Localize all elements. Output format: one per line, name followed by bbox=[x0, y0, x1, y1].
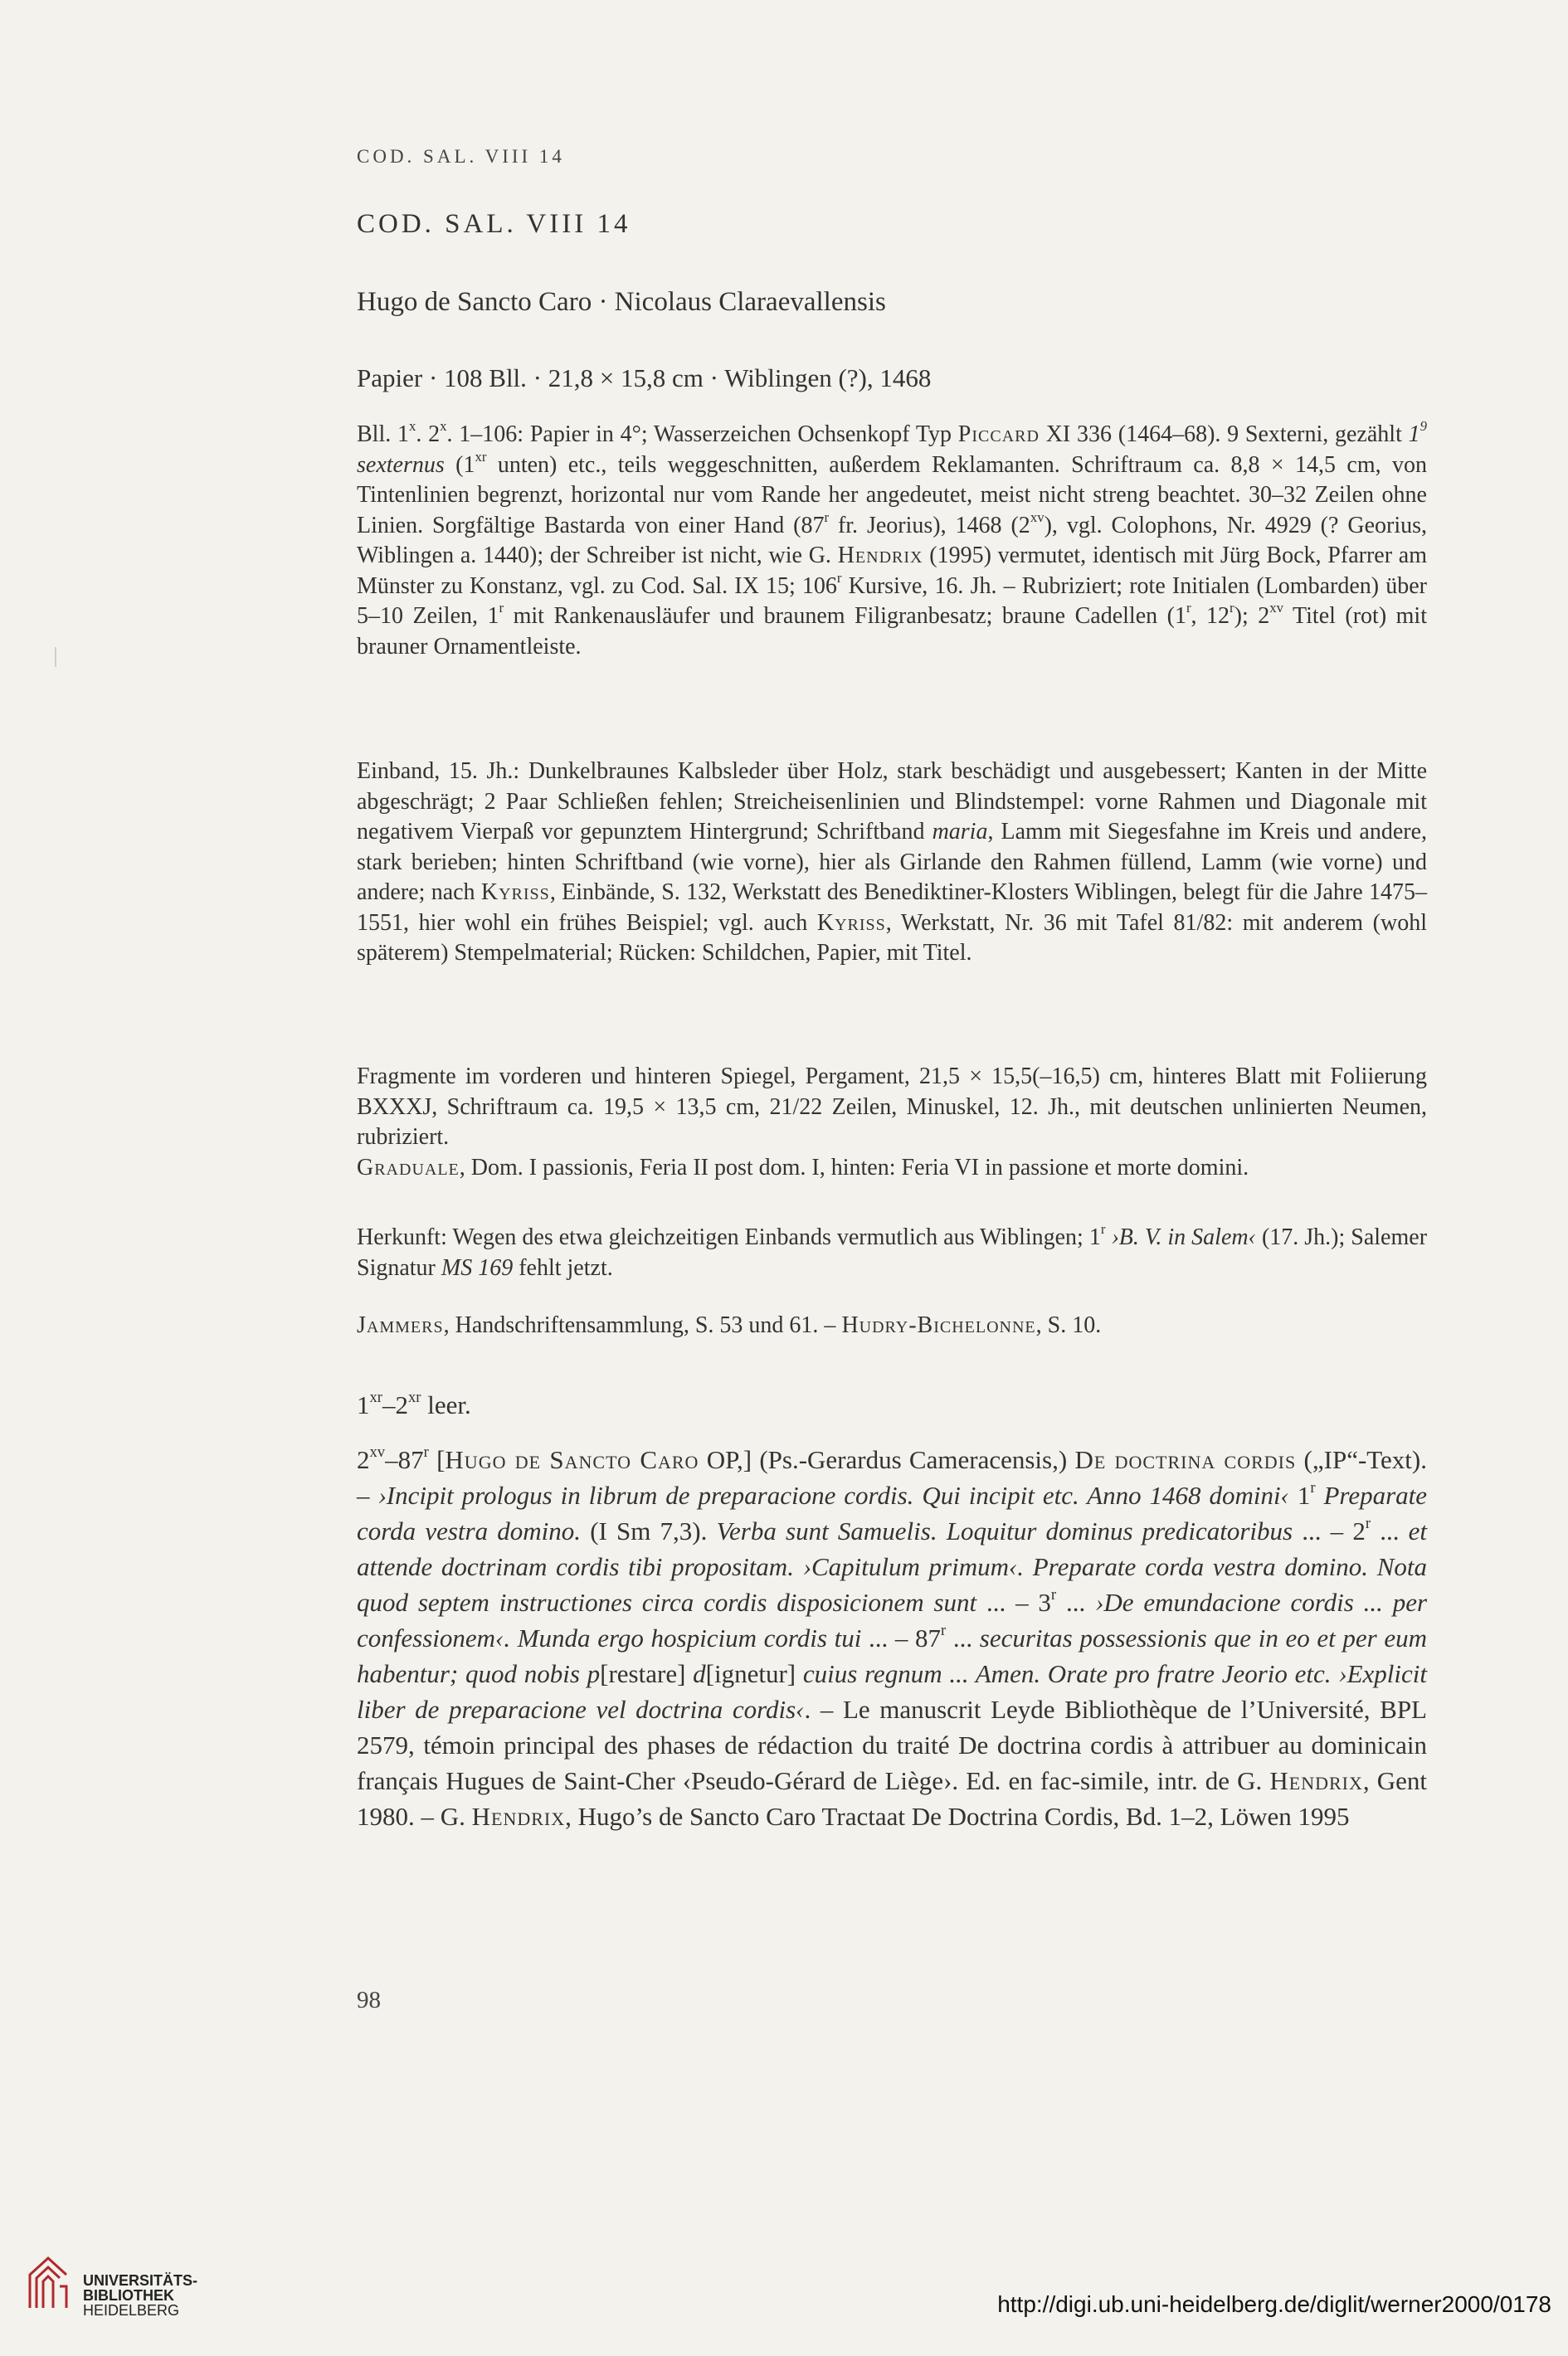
fragments-description: Fragmente im vorderen und hinteren Spiegel, Pergament, 21,5 × 15,5(–16,5) cm, hinteres Blatt mit Foliierung BXXXJ, Schriftraum ca. 19,5 × 13,5 cm, 21/22 Zeilen, Minuskel, 12. Jh., mit deutschen unlinierten Neumen, rubriziert. bbox=[357, 1064, 1427, 1150]
margin-mark bbox=[55, 647, 56, 667]
page-number: 98 bbox=[357, 1987, 381, 2013]
author-line: Hugo de Sancto Caro · Nicolaus Claraevallensis bbox=[357, 287, 886, 317]
contents-entry: 2$^{xv}$–87$^r$ [Hugo de Sancto Caro OP,] (Ps.-Gerardus Cameracensis,) De doctrina cordis („IP“-Text). – ›Incipit prologus in librum de preparacione cordis. Qui incipit etc. Anno 1468 domini‹ 1$^r$ Preparate corda vestra domino. (I Sm 7,3). Verba sunt Samuelis. Loquitur dominus predicatoribus ... – 2$^r$ ... et attende doctrinam cordis tibi propositam. ›Capitulum primum‹. Preparate corda vestra domino. Nota quod septem instructiones circa cordis disposicionem sunt ... – 3$^r$ ... ›De emundacione cordis ... per confessionem‹. Munda ergo hospicium cordis tui ... – 87$^r$ ... securitas possessionis que in eo et per eum habentur; quod nobis p[restare] d[ignetur] cuius regnum ... Amen. Orate pro fratre Jeorio etc. ›Explicit liber de preparacione vel doctrina cordis‹. – Le manuscrit Leyde Bibliothèque de l’Université, BPL 2579, témoin principal des phases de rédaction du traité De doctrina cordis à attribuer au dominicain français Hugues de Saint-Cher ‹Pseudo-Gérard de Liège›. Ed. en fac-simile, intr. de G. Hendrix, Gent 1980. – G. Hendrix, Hugo’s de Sancto Caro Tractaat De Doctrina Cordis, Bd. 1–2, Löwen 1995 bbox=[357, 1443, 1428, 1831]
material-line: Papier · 108 Bll. · 21,8 × 15,8 cm · Wiblingen (?), 1468 bbox=[357, 363, 932, 392]
empty-leaves-note: $1^{xr}-2^{xr}$ leer. bbox=[357, 1388, 471, 1419]
manuscript-shelfmark: COD. SAL. VIII 14 bbox=[357, 209, 631, 239]
codicological-description: Bll. 1$^x$. 2$^x$. 1–106: Papier in 4°; Wasserzeichen Ochsenkopf Typ Piccard XI 336 (1464–68). 9 Sexterni, gezählt $1^9$ sexternus ($1^{xr}$ unten) etc., teils weggeschnitten, außerdem Reklamanten. Schriftraum ca. 8,8 × 14,5 cm, von Tintenlinien begrenzt, horizontal nur vom Rande her angedeutet, meist nicht streng beachtet. 30–32 Zeilen ohne Linien. Sorgfältige Bastarda von einer Hand (87$^r$ fr. Jeorius), 1468 (2$^{xv}$), vgl. Colophons, Nr. 4929 (? Georius, Wiblingen a. 1440); der Schreiber ist nicht, wie G. Hendrix (1995) vermutet, identisch mit Jürg Bock, Pfarrer am Münster zu Konstanz, vgl. zu Cod. Sal. IX 15; 106$^r$ Kursive, 16. Jh. – Rubriziert; rote Initialen (Lombarden) über 5–10 Zeilen, 1$^r$ mit Rankenausläufer und braunem Filigranbesatz; braune Cadellen (1$^r$, 12$^r$); 2$^{xv}$ Titel (rot) mit brauner Ornamentleiste. bbox=[357, 418, 1428, 660]
provenance: Herkunft: Wegen des etwa gleichzeitigen Einbands vermutlich aus Wiblingen; 1$^r$ ›B. V. in Salem‹ (17. Jh.); Salemer Signatur MS 169 fehlt jetzt. bbox=[357, 1221, 1428, 1281]
library-name-line1: UNIVERSITÄTS- bbox=[83, 2272, 198, 2289]
ub-heidelberg-logo-icon bbox=[23, 2253, 73, 2311]
literature: Jammers, Handschriftensammlung, S. 53 und 61. – Hudry-Bichelonne, S. 10. bbox=[357, 1312, 1102, 1338]
source-url-link[interactable]: http://digi.ub.uni-heidelberg.de/diglit/werner2000/0178 bbox=[997, 2291, 1551, 2317]
running-head: COD. SAL. VIII 14 bbox=[357, 146, 565, 167]
graduale-line: Graduale, Dom. I passionis, Feria II post dom. I, hinten: Feria VI in passione et morte domini. bbox=[357, 1155, 1249, 1180]
library-name bbox=[83, 2273, 197, 2318]
library-name-line3: HEIDELBERG bbox=[83, 2302, 180, 2319]
library-name-line2: BIBLIOTHEK bbox=[83, 2287, 174, 2304]
binding-description: Einband, 15. Jh.: Dunkelbraunes Kalbsleder über Holz, stark beschädigt und ausgebessert; Kanten in der Mitte abgeschrägt; 2 Paar Schließen fehlen; Streicheisenlinien und Blindstempel: vorne Rahmen und Diagonale mit negativem Vierpaß vor gepunztem Hintergrund; Schriftband maria, Lamm mit Siegesfahne im Kreis und andere, stark berieben; hinten Schriftband (wie vorne), hier als Girlande den Rahmen füllend, Lamm (wie vorne) und andere; nach Kyriss, Einbände, S. 132, Werkstatt des Benediktiner-Klosters Wiblingen, belegt für die Jahre 1475–1551, hier wohl ein frühes Beispiel; vgl. auch Kyriss, Werkstatt, Nr. 36 mit Tafel 81/82: mit anderem (wohl späterem) Stempelmaterial; Rücken: Schildchen, Papier, mit Titel. bbox=[357, 758, 1428, 966]
